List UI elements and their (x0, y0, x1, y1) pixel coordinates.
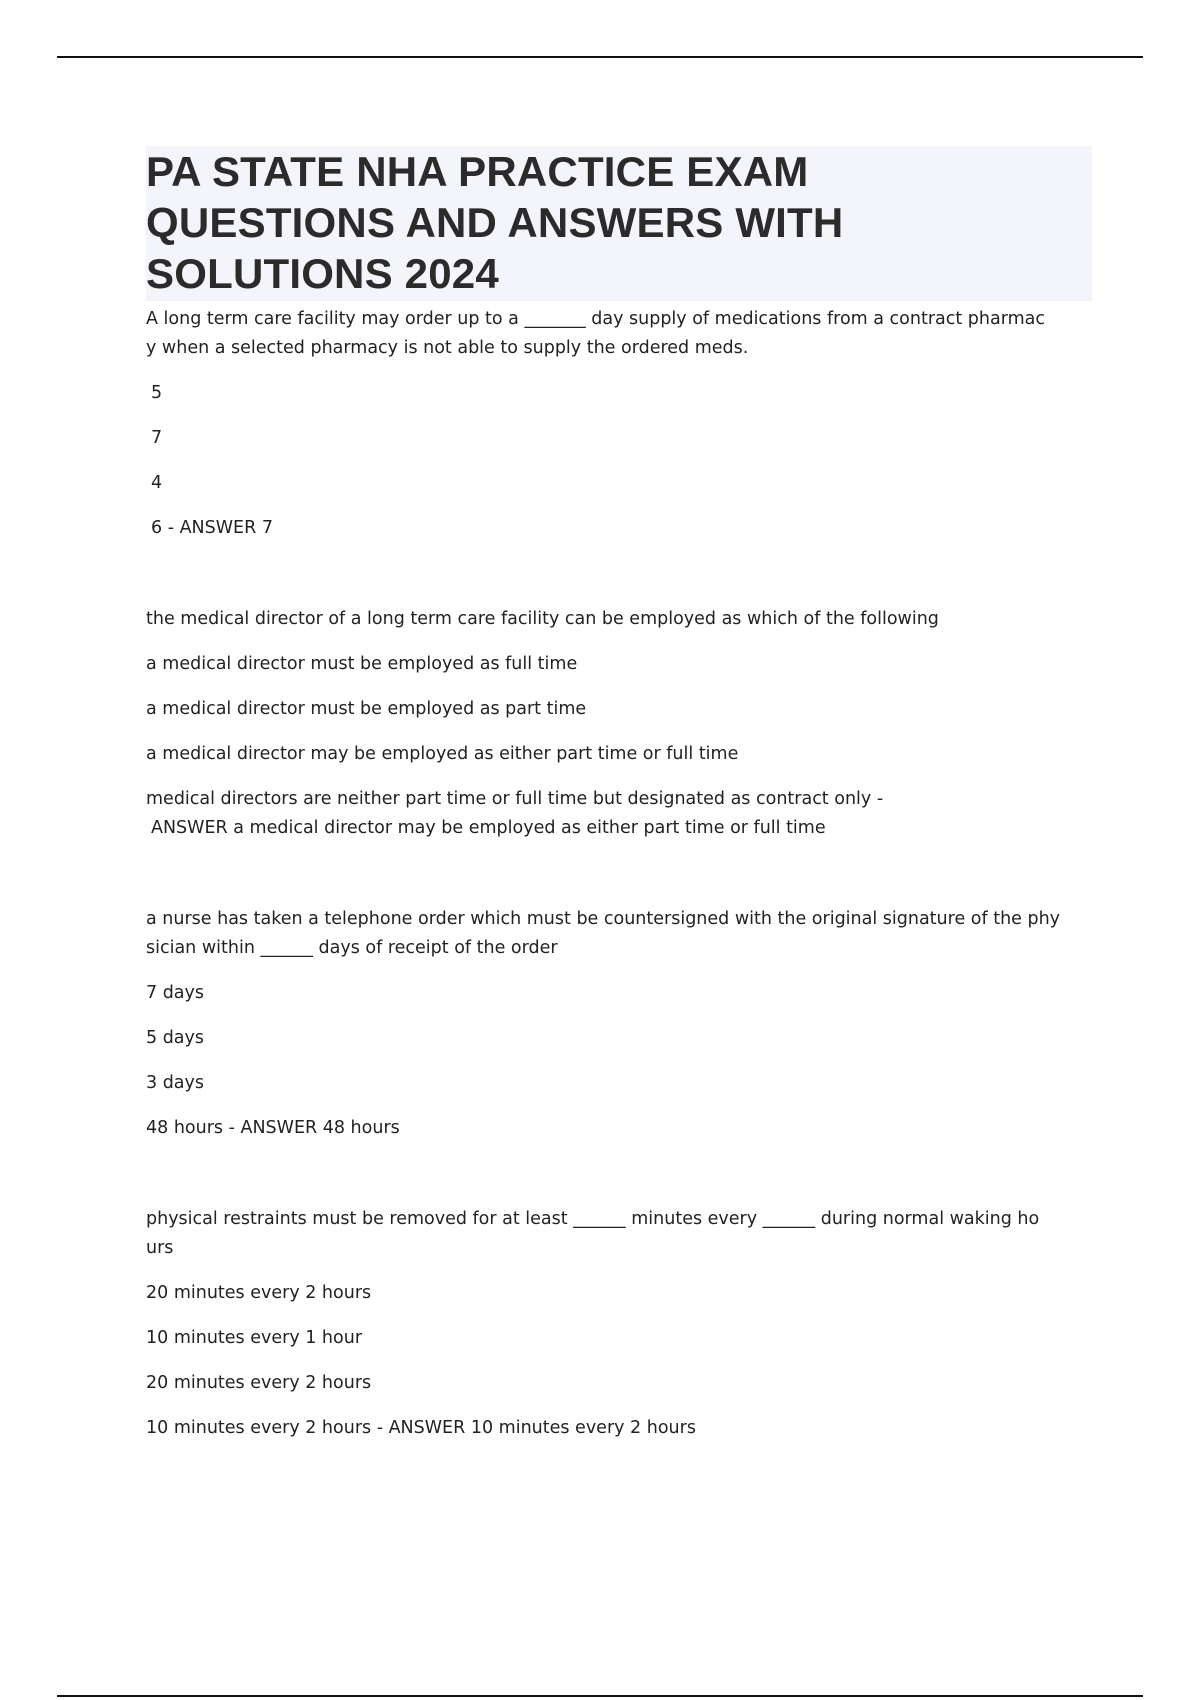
choice-item: 5 days (146, 1028, 205, 1048)
document-body (146, 146, 1092, 1443)
choice-item: 7 days (146, 983, 205, 1003)
choice-item-with-answer: 48 hours - ANSWER 48 hours (146, 1118, 400, 1138)
question-line: physical restraints must be removed for at least ______ minutes every ______ during normal waking ho (146, 1209, 1040, 1229)
title-line: QUESTIONS AND ANSWERS WITH (146, 199, 844, 246)
question-line: a nurse has taken a telephone order which must be countersigned with the original signature of the phy (146, 909, 1061, 929)
choice-item: 7 (151, 428, 163, 448)
choice-list (146, 379, 1092, 543)
answer-text: ANSWER a medical director may be employed as either part time or full time (151, 818, 826, 838)
question-block (146, 605, 1092, 843)
title-line: SOLUTIONS 2024 (146, 250, 499, 297)
footer-rule (57, 1695, 1143, 1697)
question-block (146, 905, 1092, 1143)
question-line: urs (146, 1238, 174, 1258)
question-line: y when a selected pharmacy is not able to supply the ordered meds. (146, 338, 749, 358)
question-block (146, 1205, 1092, 1443)
question-block (146, 305, 1092, 543)
question-text (146, 605, 1092, 634)
question-text (146, 1205, 1092, 1263)
choice-item: a medical director must be employed as part time (146, 699, 587, 719)
choice-list (146, 650, 1092, 843)
choice-list (146, 1279, 1092, 1443)
choice-item-with-answer: 6 - ANSWER 7 (151, 518, 273, 538)
choice-item-with-answer: 10 minutes every 2 hours - ANSWER 10 minutes every 2 hours (146, 1418, 696, 1438)
header-rule (57, 56, 1143, 58)
question-line: sician within ______ days of receipt of the order (146, 938, 558, 958)
question-line: the medical director of a long term care facility can be employed as which of the following (146, 609, 939, 629)
title-line: PA STATE NHA PRACTICE EXAM (146, 148, 809, 195)
choice-text: medical directors are neither part time or full time but designated as contract only - (146, 789, 884, 809)
choice-item: 4 (151, 473, 163, 493)
document-title (146, 146, 1092, 299)
choice-item: 3 days (146, 1073, 205, 1093)
title-block (146, 146, 1092, 301)
question-text (146, 905, 1092, 963)
choice-item: 5 (151, 383, 163, 403)
question-line: A long term care facility may order up to a _______ day supply of medications from a contract pharmac (146, 309, 1046, 329)
choice-item: 20 minutes every 2 hours (146, 1283, 372, 1303)
choice-item: a medical director must be employed as full time (146, 654, 578, 674)
choice-item: 20 minutes every 2 hours (146, 1373, 372, 1393)
choice-item: 10 minutes every 1 hour (146, 1328, 363, 1348)
question-text (146, 305, 1092, 363)
choice-item-with-answer (146, 785, 1092, 843)
choice-item: a medical director may be employed as either part time or full time (146, 744, 739, 764)
choice-list (146, 979, 1092, 1143)
